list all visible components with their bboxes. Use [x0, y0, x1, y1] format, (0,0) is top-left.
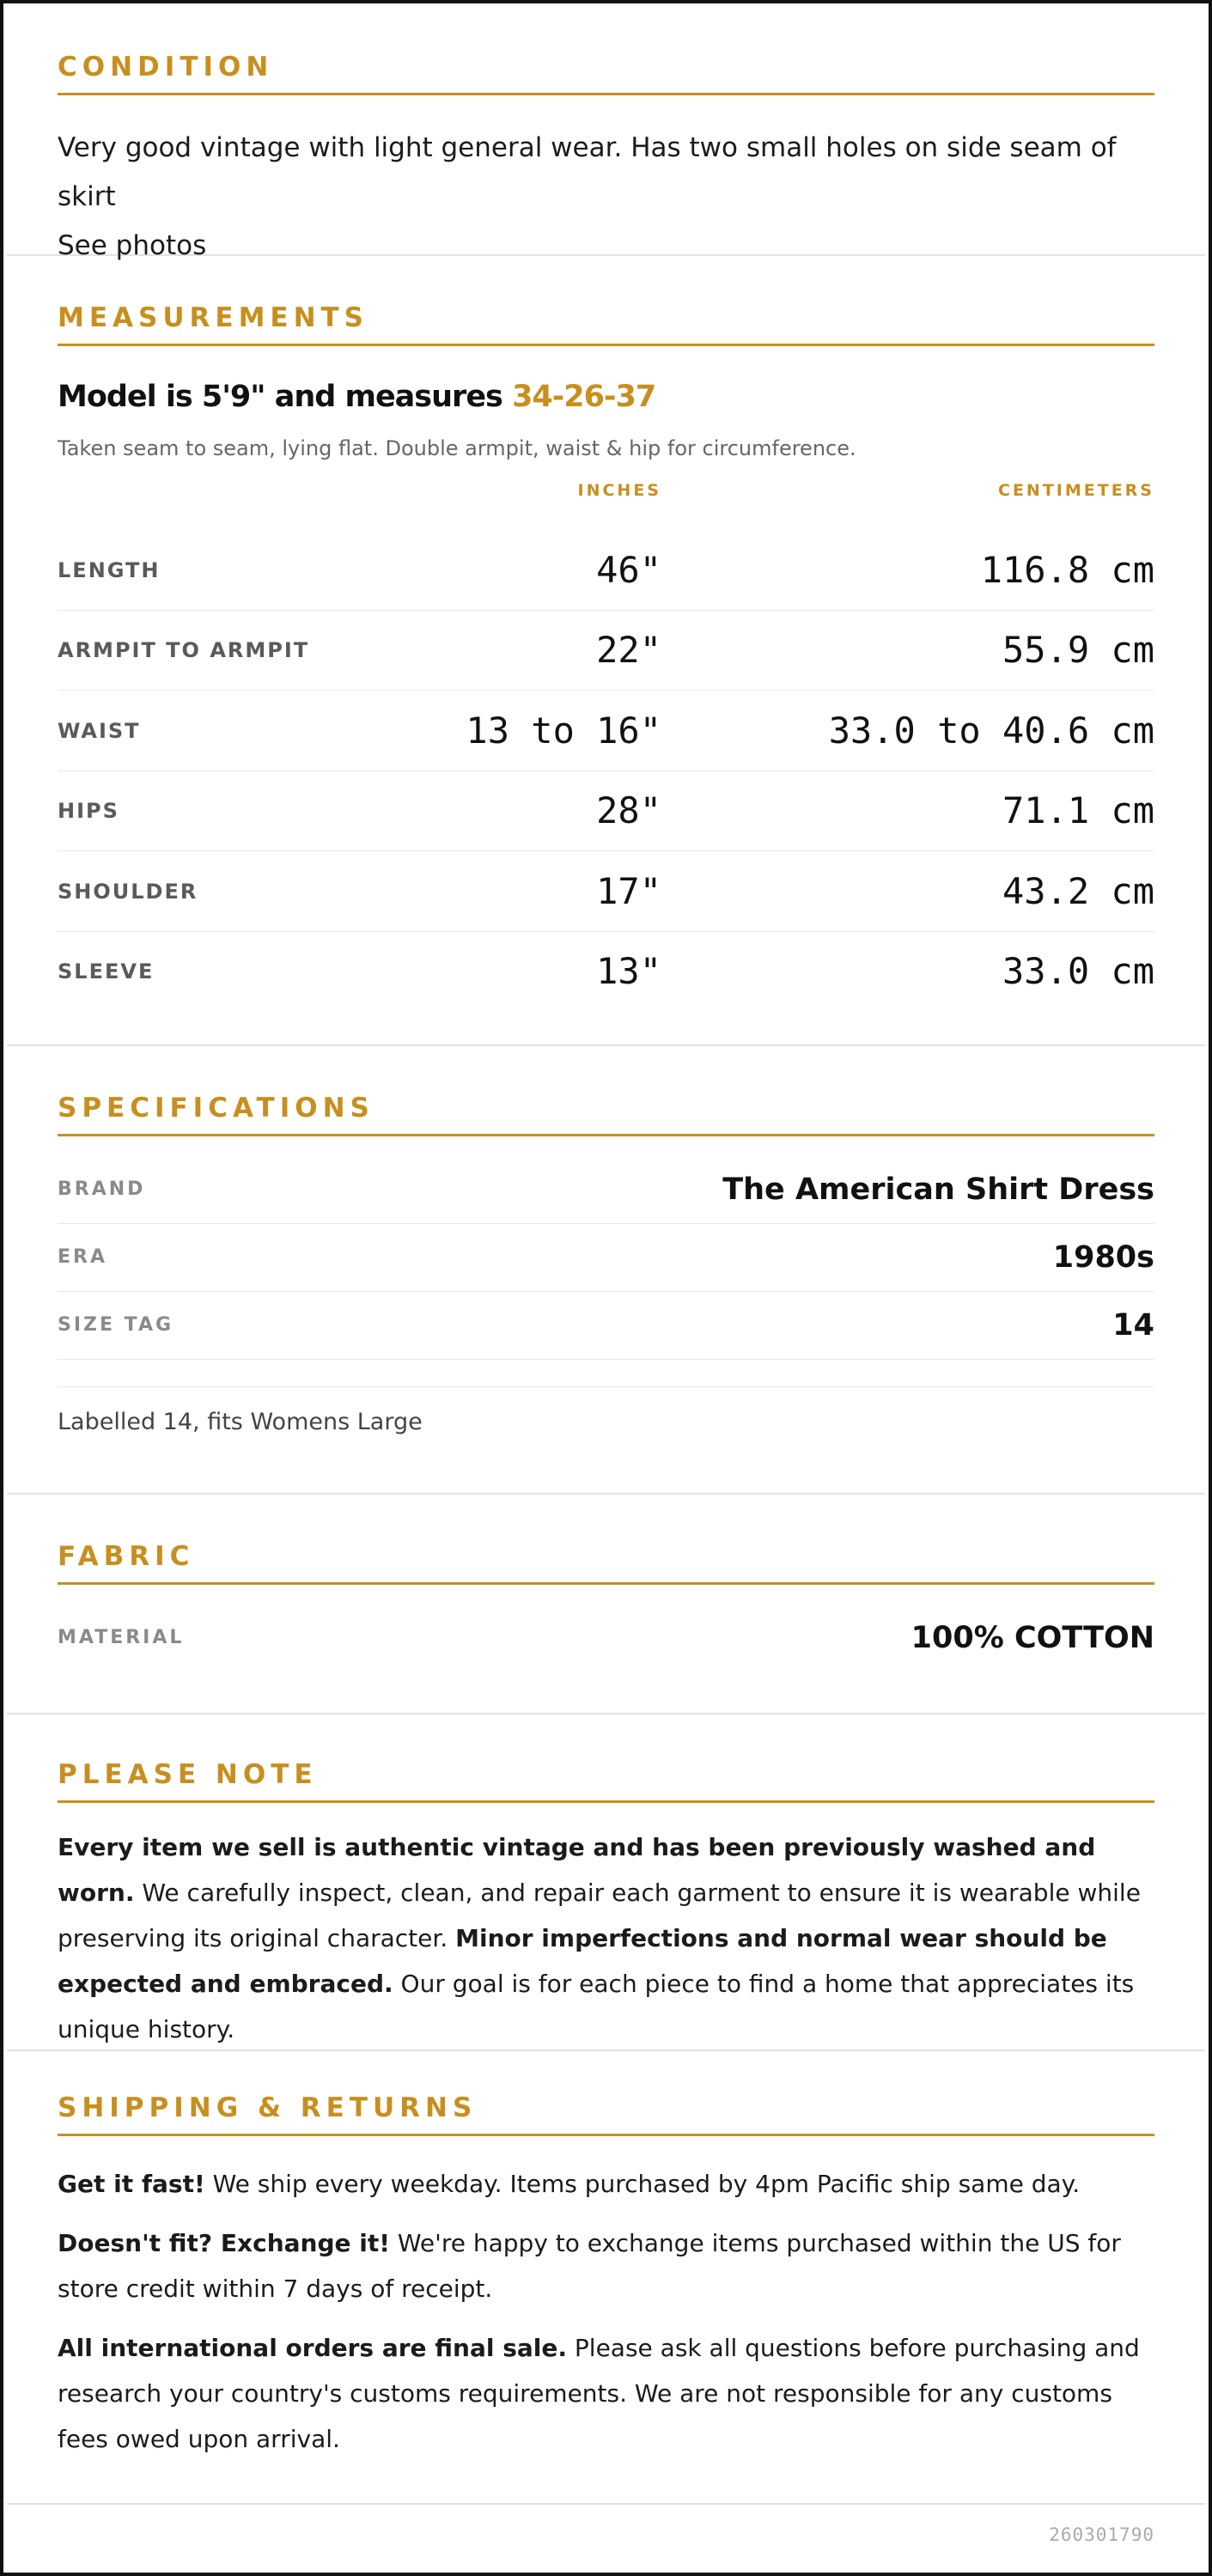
condition-title: CONDITION — [58, 48, 1154, 95]
measurements-section — [7, 256, 1205, 1046]
measurement-row-sleeve — [58, 932, 1154, 1011]
shipping-paragraph-2 — [58, 2220, 1154, 2311]
measurement-inches: 13 to 16" — [466, 709, 661, 752]
spec-value: The American Shirt Dress — [722, 1172, 1154, 1207]
measurement-cm: 55.9 cm — [1002, 629, 1154, 671]
measurement-row-hips — [58, 771, 1154, 851]
measurement-row-length — [58, 531, 1154, 611]
condition-text — [58, 124, 1154, 271]
measurement-row-armpit — [58, 611, 1154, 691]
condition-text-line2: See photos — [58, 230, 207, 261]
spec-note: Labelled 14, fits Womens Large — [58, 1409, 423, 1435]
spec-label: ERA — [58, 1246, 107, 1268]
condition-section — [7, 3, 1205, 261]
spec-row-size-tag — [58, 1292, 1154, 1360]
please-note-section — [7, 1714, 1205, 2051]
spec-row-brand — [58, 1156, 1154, 1224]
shipping-paragraph-3 — [58, 2325, 1154, 2462]
model-measures-prefix: Model is 5'9" and measures — [58, 380, 513, 414]
spec-row-era — [58, 1224, 1154, 1292]
please-note-bold-1: Every item we sell is authentic vintage and has been previously washed and worn. — [58, 1833, 1096, 1907]
measurement-inches: 17" — [596, 870, 661, 912]
condition-text-line1: Very good vintage with light general wear. Has two small holes on side seam of skirt — [58, 132, 1117, 212]
spec-value: 1980s — [1052, 1240, 1154, 1275]
fabric-label: MATERIAL — [58, 1627, 185, 1648]
fabric-value: 100% COTTON — [911, 1621, 1154, 1655]
specifications-title: SPECIFICATIONS — [58, 1089, 1154, 1136]
shipping-paragraph-1 — [58, 2161, 1154, 2207]
measurement-inches: 28" — [596, 789, 661, 831]
spec-label: SIZE TAG — [58, 1314, 174, 1336]
spec-label: BRAND — [58, 1178, 146, 1200]
measurement-label: SHOULDER — [58, 880, 198, 904]
measurements-note: Taken seam to seam, lying flat. Double armpit, waist & hip for circumference. — [58, 436, 856, 460]
measurement-label: HIPS — [58, 799, 119, 823]
measurement-label: ARMPIT TO ARMPIT — [58, 638, 310, 662]
shipping-text-3: Please ask all questions before purchasing and research your country's customs requirements. We are not responsible for any customs fees owed upon arrival. — [58, 2334, 1140, 2453]
centimeters-column-header: CENTIMETERS — [998, 481, 1154, 500]
shipping-bold-1: Get it fast! — [58, 2170, 205, 2198]
please-note-text-1: We carefully inspect, clean, and repair each garment to ensure it is wearable while preserving its original character. — [58, 1879, 1141, 1952]
spec-divider — [58, 1386, 1154, 1387]
shipping-title: SHIPPING & RETURNS — [58, 2089, 1154, 2136]
measurement-row-waist — [58, 691, 1154, 771]
fabric-title: FABRIC — [58, 1538, 1154, 1585]
model-measures-value: 34-26-37 — [512, 380, 656, 414]
please-note-text-2: Our goal is for each piece to find a home that appreciates its unique history. — [58, 1970, 1135, 2043]
please-note-bold-2: Minor imperfections and normal wear should be expected and embraced. — [58, 1924, 1107, 1998]
measurement-inches: 46" — [596, 549, 661, 591]
fabric-section — [7, 1495, 1205, 1714]
measurement-cm: 116.8 cm — [980, 549, 1154, 591]
inches-column-header: INCHES — [577, 481, 661, 500]
measurement-inches: 22" — [596, 629, 661, 671]
measurement-label: WAIST — [58, 719, 141, 743]
measurement-cm: 71.1 cm — [1002, 789, 1154, 831]
shipping-bold-3: All international orders are final sale. — [58, 2334, 568, 2362]
spec-value: 14 — [1112, 1308, 1154, 1343]
shipping-section — [7, 2051, 1205, 2505]
fabric-row-material — [58, 1605, 1154, 1672]
shipping-bold-2: Doesn't fit? Exchange it! — [58, 2229, 390, 2257]
measurement-cm: 33.0 to 40.6 cm — [828, 709, 1154, 752]
measurements-title: MEASUREMENTS — [58, 299, 1154, 346]
model-measures-heading — [58, 380, 655, 414]
measurement-cm: 33.0 cm — [1002, 950, 1154, 992]
measurement-inches: 13" — [596, 950, 661, 992]
specifications-section — [7, 1046, 1205, 1495]
please-note-text — [58, 1824, 1154, 2052]
measurement-row-shoulder — [58, 852, 1154, 932]
product-id: 260301790 — [1049, 2524, 1154, 2545]
measurement-label: SLEEVE — [58, 959, 155, 984]
shipping-text-1: We ship every weekday. Items purchased by 4pm Pacific ship same day. — [204, 2170, 1081, 2198]
measurement-label: LENGTH — [58, 558, 161, 582]
shipping-text-2: We're happy to exchange items purchased within the US for store credit within 7 days of receipt. — [58, 2229, 1121, 2303]
please-note-title: PLEASE NOTE — [58, 1756, 1154, 1803]
measurement-cm: 43.2 cm — [1002, 870, 1154, 912]
